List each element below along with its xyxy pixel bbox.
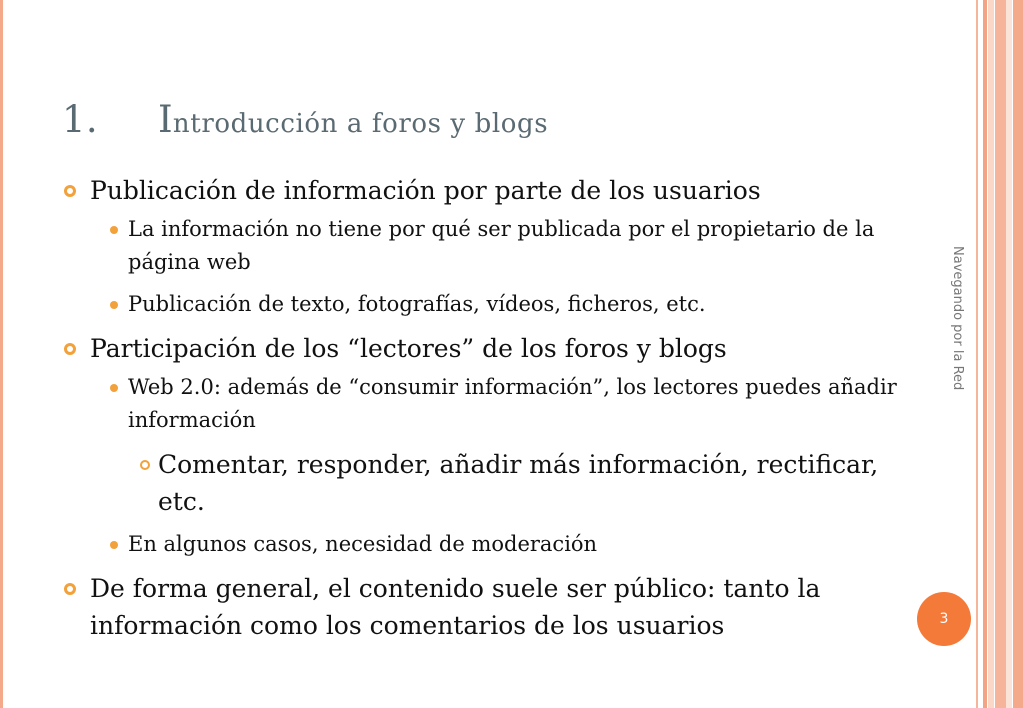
- sub-bullet-text: En algunos casos, necesidad de moderación: [128, 532, 598, 556]
- ring-bullet-icon: [64, 583, 76, 595]
- sub-bullet-item: [110, 371, 902, 437]
- bullet-item: [62, 330, 902, 367]
- dot-bullet-icon: [110, 384, 118, 392]
- title-number: 1.: [62, 98, 98, 141]
- sub-bullet-item: [110, 213, 902, 279]
- right-stripe: [995, 0, 1006, 708]
- bullet-item: [62, 570, 902, 644]
- right-stripe: [1006, 0, 1012, 708]
- right-stripe: [988, 0, 994, 708]
- right-stripe: [983, 0, 987, 708]
- sub-bullet-item: [110, 288, 902, 321]
- ring-bullet-icon: [64, 343, 76, 355]
- right-stripe: [976, 0, 978, 708]
- title-rest: ntroducción a foros y blogs: [172, 109, 549, 139]
- sub-bullet-text: La información no tiene por qué ser publicada por el propietario de la página web: [128, 217, 875, 274]
- side-label: Navegando por la Red: [950, 246, 965, 391]
- sub-sub-bullet-item: [136, 446, 902, 520]
- title-first-letter: I: [158, 98, 173, 141]
- sub-bullet-text: Publicación de texto, fotografías, vídeos, ficheros, etc.: [128, 292, 706, 316]
- dot-bullet-icon: [110, 301, 118, 309]
- dot-bullet-icon: [110, 226, 118, 234]
- left-border: [0, 0, 3, 708]
- slide-title: [62, 98, 548, 141]
- bullet-list: [62, 172, 902, 648]
- sub-bullet-text: Web 2.0: además de “consumir información”, los lectores puedes añadir información: [128, 375, 897, 432]
- sub-bullet-item: [110, 528, 902, 561]
- right-stripe: [1013, 0, 1023, 708]
- bullet-text: De forma general, el contenido suele ser público: tanto la información como los comentarios de los usuarios: [90, 574, 821, 640]
- dot-bullet-icon: [110, 541, 118, 549]
- page-number-badge: [917, 592, 971, 646]
- bullet-item: [62, 172, 902, 209]
- sub-sub-bullet-text: Comentar, responder, añadir más información, rectificar, etc.: [158, 450, 879, 516]
- ring-bullet-icon: [140, 460, 150, 470]
- bullet-text: Publicación de información por parte de los usuarios: [90, 176, 761, 205]
- bullet-text: Participación de los “lectores” de los foros y blogs: [90, 334, 727, 363]
- ring-bullet-icon: [64, 185, 76, 197]
- page-number: 3: [939, 611, 949, 627]
